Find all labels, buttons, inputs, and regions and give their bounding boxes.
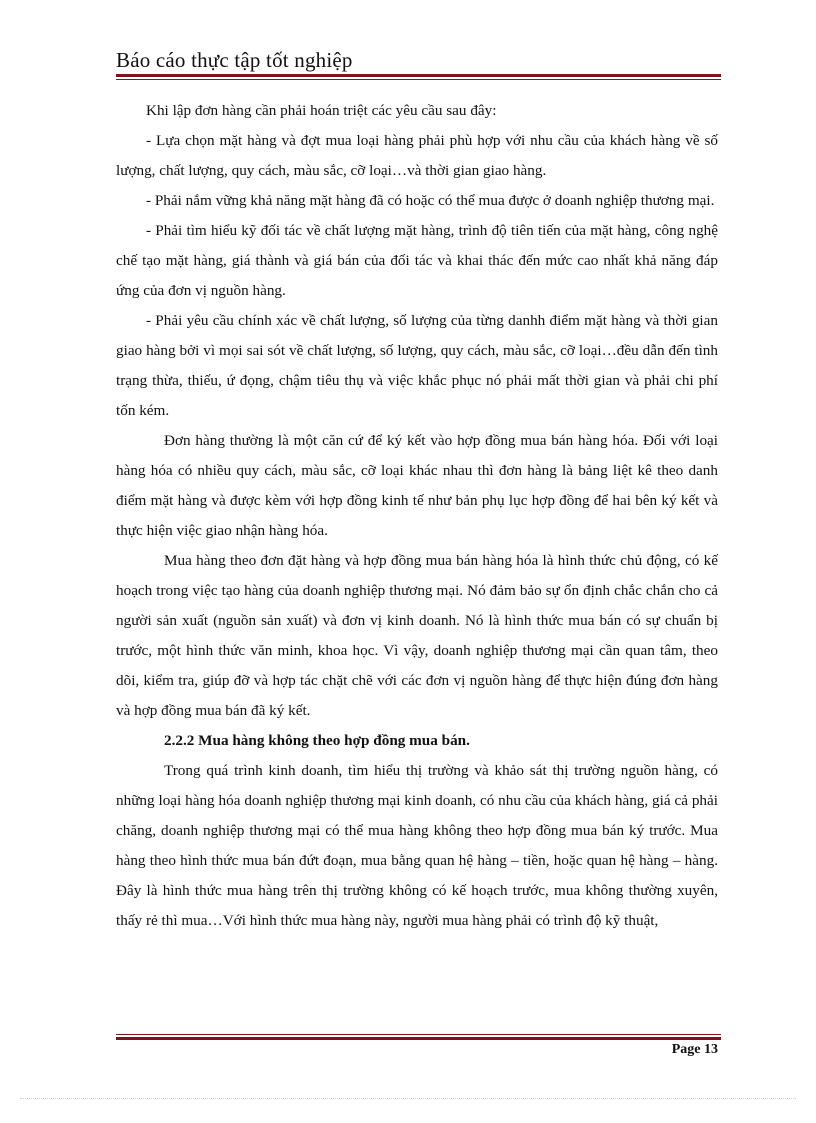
page-number: Page 13 — [671, 1042, 718, 1057]
footer-rule-thick — [116, 1037, 721, 1040]
paragraph-bullet-1: - Lựa chọn mặt hàng và đợt mua loại hàng phải phù hợp với nhu cầu của khách hàng về số lượng, chất lượng, quy cách, màu sắc, cỡ loại…và thời gian giao hàng. — [116, 132, 718, 179]
paragraph-bullet-3: - Phải tìm hiểu kỹ đối tác về chất lượng mặt hàng, trình độ tiên tiến của mặt hàng, công nghệ chế tạo mặt hàng, giá thành và giá bán của đối tác và khai thác đến mức cao nhất khả năng đáp ứng của đơn vị nguồn hàng. — [116, 222, 718, 299]
paragraph-contract-purchase: Mua hàng theo đơn đặt hàng và hợp đồng mua bán hàng hóa là hình thức chủ động, có kế hoạch trong việc tạo hàng của doanh nghiệp thương mại. Nó đảm bảo sự ổn định chắc chắn cho cả người sản xuất (nguồn sản xuất) và đơn vị kinh doanh. Nó là hình thức mua bán có sự chuẩn bị trước, một hình thức văn minh, khoa học. Vì vậy, doanh nghiệp thương mại cần quan tâm, theo dõi, kiểm tra, giúp đỡ và hợp tác chặt chẽ với các đơn vị nguồn hàng để thực hiện đúng đơn hàng và hợp đồng mua bán đã ký kết. — [116, 552, 718, 719]
page-bottom-edge — [20, 1098, 796, 1099]
header-rule-thin — [116, 79, 721, 80]
paragraph-intro: Khi lập đơn hàng cần phải hoán triệt các yêu cầu sau đây: — [146, 102, 497, 119]
section-heading: 2.2.2 Mua hàng không theo hợp đồng mua bán. — [164, 732, 470, 749]
paragraph-bullet-2: - Phải nắm vững khả năng mặt hàng đã có hoặc có thể mua được ở doanh nghiệp thương mại. — [146, 192, 715, 209]
document-body — [116, 96, 718, 936]
page-header-title: Báo cáo thực tập tốt nghiệp — [116, 48, 353, 72]
header-rule-thick — [116, 74, 721, 77]
paragraph-order-basis: Đơn hàng thường là một căn cứ để ký kết vào hợp đồng mua bán hàng hóa. Đối với loại hàng hóa có nhiều quy cách, màu sắc, cỡ loại khác nhau thì đơn hàng là bảng liệt kê theo danh điểm mặt hàng và được kèm với hợp đồng kinh tế như bản phụ lục hợp đồng để hai bên ký kết và thực hiện việc giao nhận hàng hóa. — [116, 432, 718, 539]
footer-rule-thin — [116, 1034, 721, 1035]
paragraph-non-contract: Trong quá trình kinh doanh, tìm hiểu thị trường và khảo sát thị trường nguồn hàng, có những loại hàng hóa doanh nghiệp thương mại kinh doanh, có nhu cầu của khách hàng, giá cả phải chăng, doanh nghiệp thương mại có thể mua hàng không theo hợp đồng mua bán ký trước. Mua hàng theo hình thức mua bán đứt đoạn, mua bằng quan hệ hàng – tiền, hoặc quan hệ hàng – hàng. Đây là hình thức mua hàng trên thị trường không có kế hoạch trước, mua không thường xuyên, thấy rẻ thì mua…Với hình thức mua hàng này, người mua hàng phải có trình độ kỹ thuật, — [116, 762, 718, 929]
paragraph-bullet-4: - Phải yêu cầu chính xác về chất lượng, số lượng của từng danhh điểm mặt hàng và thời gian giao hàng bởi vì mọi sai sót về chất lượng, số lượng, quy cách, màu sắc, cỡ loại…đều dẫn đến tình trạng thừa, thiếu, ứ đọng, chậm tiêu thụ và việc khắc phục nó phải mất thời gian và phải chi phí tốn kém. — [116, 312, 718, 419]
